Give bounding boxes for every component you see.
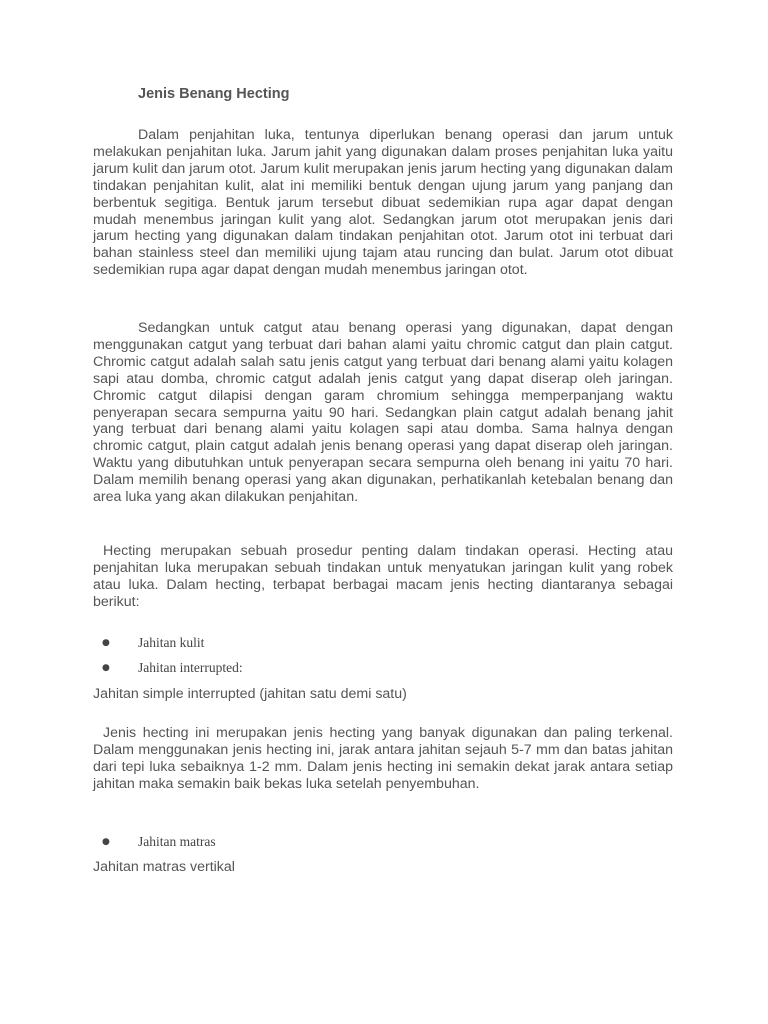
list-item-label: Jahitan interrupted:: [138, 660, 243, 675]
bullet-icon: ●: [102, 638, 110, 648]
list-item-label: Jahitan kulit: [138, 635, 205, 650]
bullet-icon: ●: [102, 837, 110, 847]
list-item-label: Jahitan matras: [138, 834, 216, 849]
list-item-jahitan-matras: [102, 834, 216, 850]
subheading-simple-interrupted: Jahitan simple interrupted (jahitan satu demi satu): [93, 686, 407, 702]
paragraph-simple-interrupted: Jenis hecting ini merupakan jenis hecting yang banyak digunakan dan paling terkenal. Dalam menggunakan jenis hecting ini, jarak antara jahitan sejauh 5-7 mm dan batas jahitan dari tepi luka sebaiknya 1-2 mm. Dalam jenis hecting ini semakin dekat jarak antara setiap jahitan maka semakin baik bekas luka setelah penyembuhan.: [93, 725, 673, 792]
list-item-jahitan-kulit: [102, 635, 204, 651]
page-title: Jenis Benang Hecting: [138, 86, 290, 102]
list-item-jahitan-interrupted: [102, 660, 243, 676]
subheading-matras-vertikal: Jahitan matras vertikal: [93, 859, 235, 875]
paragraph-hecting: Hecting merupakan sebuah prosedur penting dalam tindakan operasi. Hecting atau penjahitan luka merupakan sebuah tindakan untuk menyatukan jaringan kulit yang robek atau luka. Dalam hecting, terbapat berbagai macam jenis hecting diantaranya sebagai berikut:: [93, 543, 673, 610]
paragraph-jarum: Dalam penjahitan luka, tentunya diperlukan benang operasi dan jarum untuk melakukan penjahitan luka. Jarum jahit yang digunakan dalam proses penjahitan luka yaitu jarum kulit dan jarum otot. Jarum kulit merupakan jenis jarum hecting yang digunakan dalam tindakan penjahitan kulit, alat ini memiliki bentuk dengan ujung jarum yang panjang dan berbentuk segitiga. Bentuk jarum tersebut dibuat sedemikian rupa agar dapat dengan mudah menembus jaringan kulit yang alot. Sedangkan jarum otot merupakan jenis dari jarum hecting yang digunakan dalam tindakan penjahitan otot. Jarum otot ini terbuat dari bahan stainless steel dan memiliki ujung tajam atau runcing dan bulat. Jarum otot dibuat sedemikian rupa agar dapat dengan mudah menembus jaringan otot.: [93, 127, 673, 279]
bullet-icon: ●: [102, 663, 110, 673]
paragraph-catgut: Sedangkan untuk catgut atau benang operasi yang digunakan, dapat dengan menggunakan catgut yang terbuat dari bahan alami yaitu chromic catgut dan plain catgut. Chromic catgut adalah salah satu jenis catgut yang terbuat dari benang alami yaitu kolagen sapi atau domba, chromic catgut adalah jenis catgut yang dapat diserap oleh jaringan. Chromic catgut dilapisi dengan garam chromium sehingga memperpanjang waktu penyerapan secara sempurna yaitu 90 hari. Sedangkan plain catgut adalah benang jahit yang terbuat dari benang alami yaitu kolagen sapi atau domba. Sama halnya dengan chromic catgut, plain catgut adalah jenis benang operasi yang dapat diserap oleh jaringan. Waktu yang dibutuhkan untuk penyerapan secara sempurna oleh benang ini yaitu 70 hari. Dalam memilih benang operasi yang akan digunakan, perhatikanlah ketebalan benang dan area luka yang akan dilakukan penjahitan.: [93, 320, 673, 506]
